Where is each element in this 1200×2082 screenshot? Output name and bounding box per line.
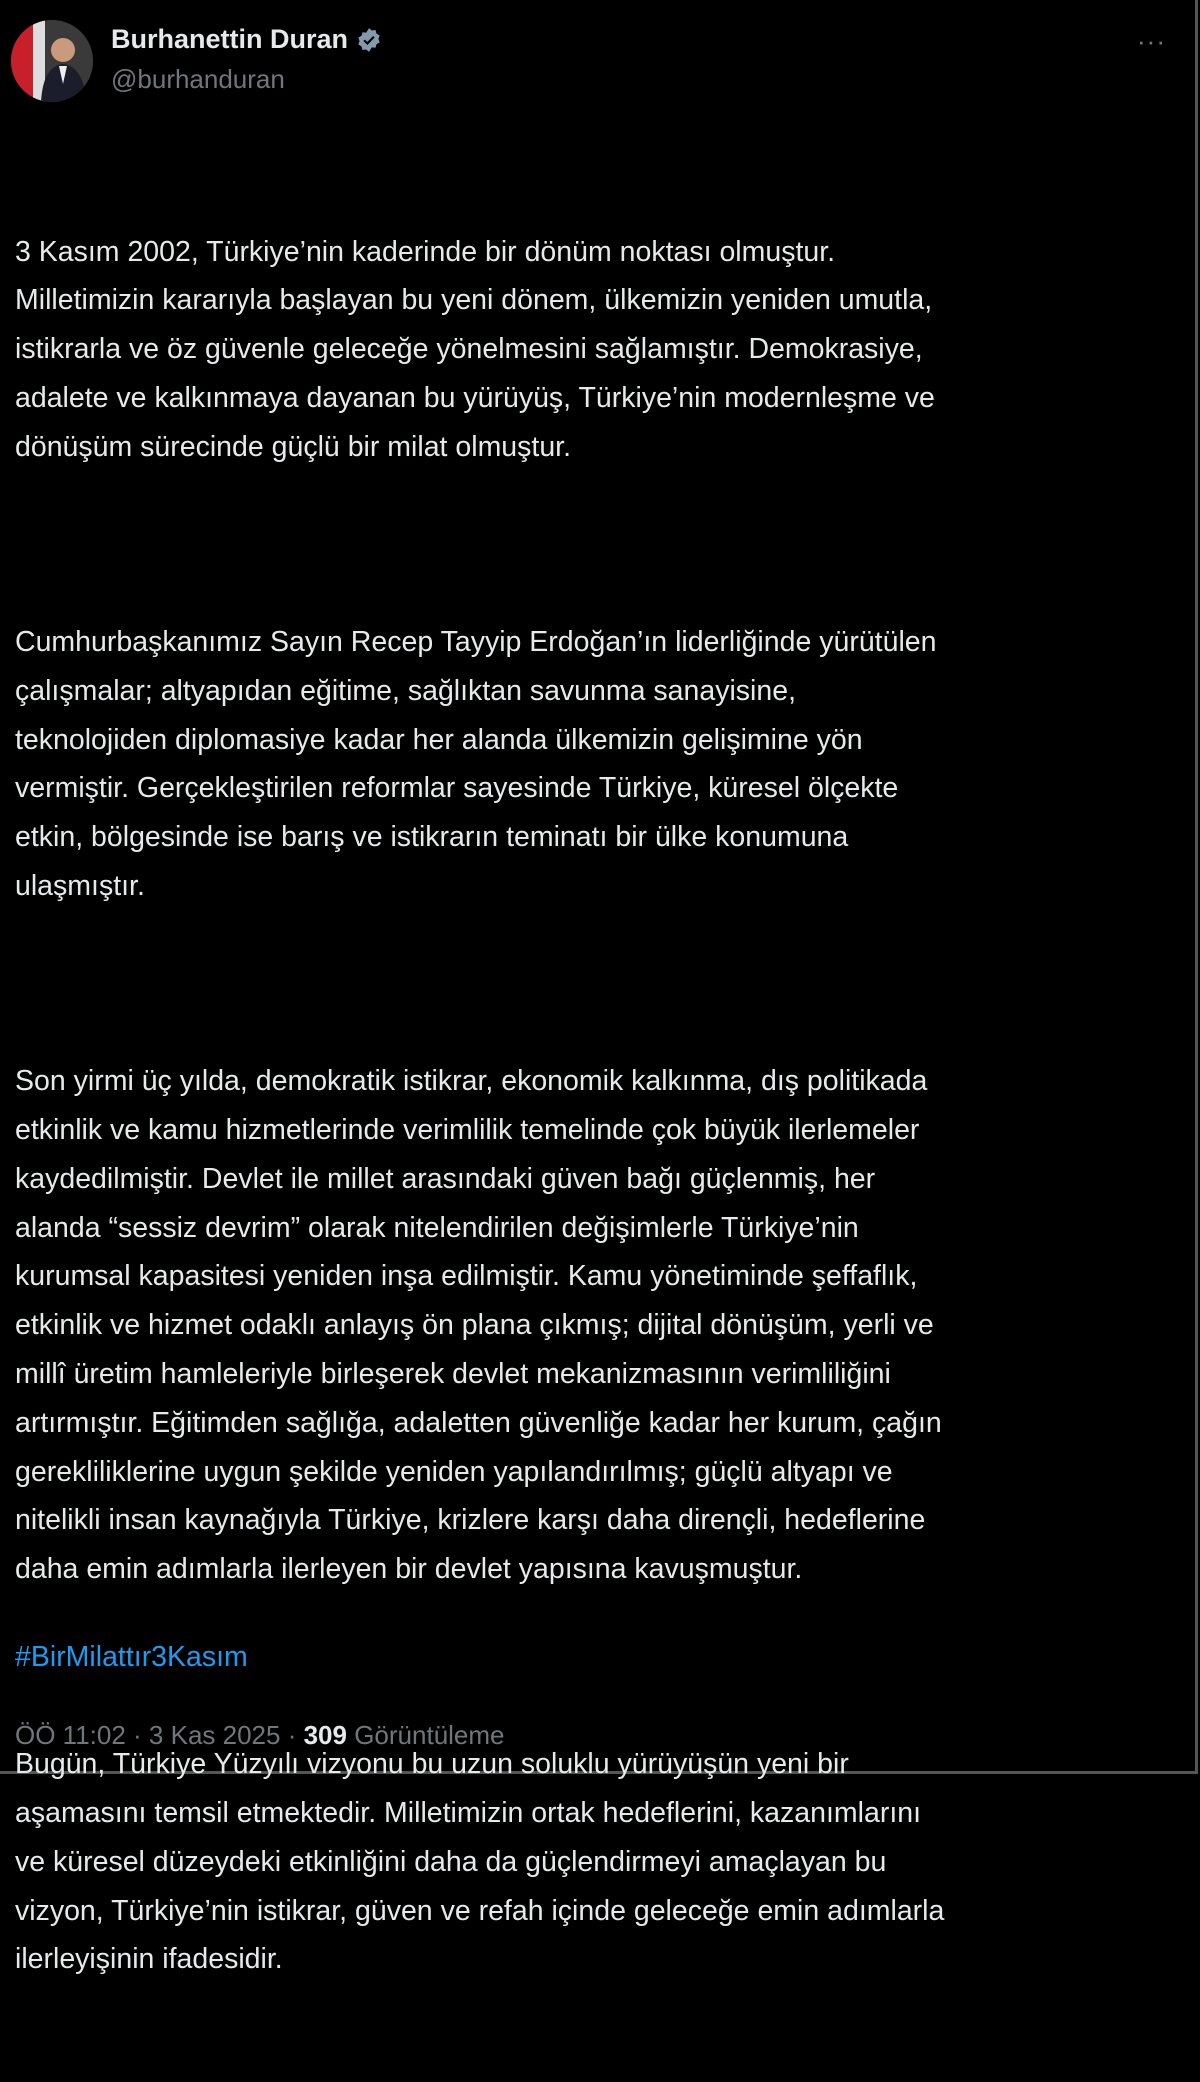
paragraph-3: Son yirmi üç yılda, demokratik istikrar, ekonomik kalkınma, dış politikada etkinlik ve kamu hizmetlerinde verimlilik temelinde çok büyük ilerlemeler kaydedilmiştir. Devlet ile millet arasındaki güven bağı güçlenmiş, her alanda “sessiz devrim” olarak nitelendirilen değişimlerle Türkiye’nin kurumsal kapasitesi yeniden inşa edilmiştir. Kamu yönetiminde şeffaflık, etkinlik ve hizmet odaklı anlayış ön plana çıkmış; dijital dönüşüm, yerli ve millî üretim hamleleriyle birleşerek devlet mekanizmasının verimliliğini artırmıştır. Eğitimden sağlığa, adaletten güvenliğe kadar her kurum, çağın gerekliliklerine uygun şekilde yeniden yapılandırılmış; güçlü altyapı ve nitelikli insan kaynağıyla Türkiye, krizlere karşı daha dirençli, hedeflerine daha emin adımlarla ilerleyen bir devlet yapısına kavuşmuştur. bbox=[15, 1065, 942, 1586]
paragraph-4: Bugün, Türkiye Yüzyılı vizyonu bu uzun soluklu yürüyüşün yeni bir aşamasını temsil etmektedir. Milletimizin ortak hedeflerini, kazanımlarını ve küresel düzeydeki etkinliğini daha da güçlendirmeyi amaçlayan bu vizyon, Türkiye’nin istikrar, güven ve refah içinde geleceğe emin adımlarla ilerleyişinin ifadesidir. bbox=[15, 1748, 945, 1976]
author-name-row[interactable] bbox=[111, 24, 382, 55]
author-name[interactable]: Burhanettin Duran bbox=[111, 24, 349, 54]
avatar[interactable] bbox=[11, 20, 93, 102]
paragraph-1: 3 Kasım 2002, Türkiye’nin kaderinde bir dönüm noktası olmuştur. Milletimizin kararıyla başlayan bu yeni dönem, ülkemizin yeniden umutla, istikrarla ve öz güvenle geleceğe yönelmesini sağlamıştır. Demokrasiye, adalete ve kalkınmaya dayanan bu yürüyüş, Türkiye’nin modernleşme ve dönüşüm sürecinde güçlü bir milat olmuştur. bbox=[15, 235, 935, 463]
verified-badge-icon bbox=[356, 27, 382, 53]
separator: · bbox=[125, 1720, 149, 1750]
tweet-meta bbox=[15, 1720, 505, 1751]
tweet-text bbox=[15, 130, 944, 2082]
hashtag-link[interactable]: #BirMilattır3Kasım bbox=[15, 1641, 248, 1673]
tweet-time[interactable]: ÖÖ 11:02 bbox=[15, 1720, 126, 1750]
separator: · bbox=[280, 1720, 304, 1750]
author-handle[interactable]: @burhanduran bbox=[111, 64, 285, 94]
view-count: 309 bbox=[303, 1720, 347, 1750]
avatar-image bbox=[11, 20, 93, 102]
paragraph-2: Cumhurbaşkanımız Sayın Recep Tayyip Erdoğan’ın liderliğinde yürütülen çalışmalar; altyapıdan eğitime, sağlıktan savunma sanayisine, teknolojiden diplomasiye kadar her alanda ülkemizin gelişimine yön vermiştir. Gerçekleştirilen reformlar sayesinde Türkiye, küresel ölçekte etkin, bölgesinde ise barış ve istikrarın teminatı bir ülke konumuna ulaşmıştır. bbox=[15, 625, 937, 902]
more-options-icon[interactable]: ··· bbox=[1137, 26, 1166, 56]
views-label: Görüntüleme bbox=[346, 1720, 505, 1750]
tweet-date[interactable]: 3 Kas 2025 bbox=[148, 1720, 281, 1750]
